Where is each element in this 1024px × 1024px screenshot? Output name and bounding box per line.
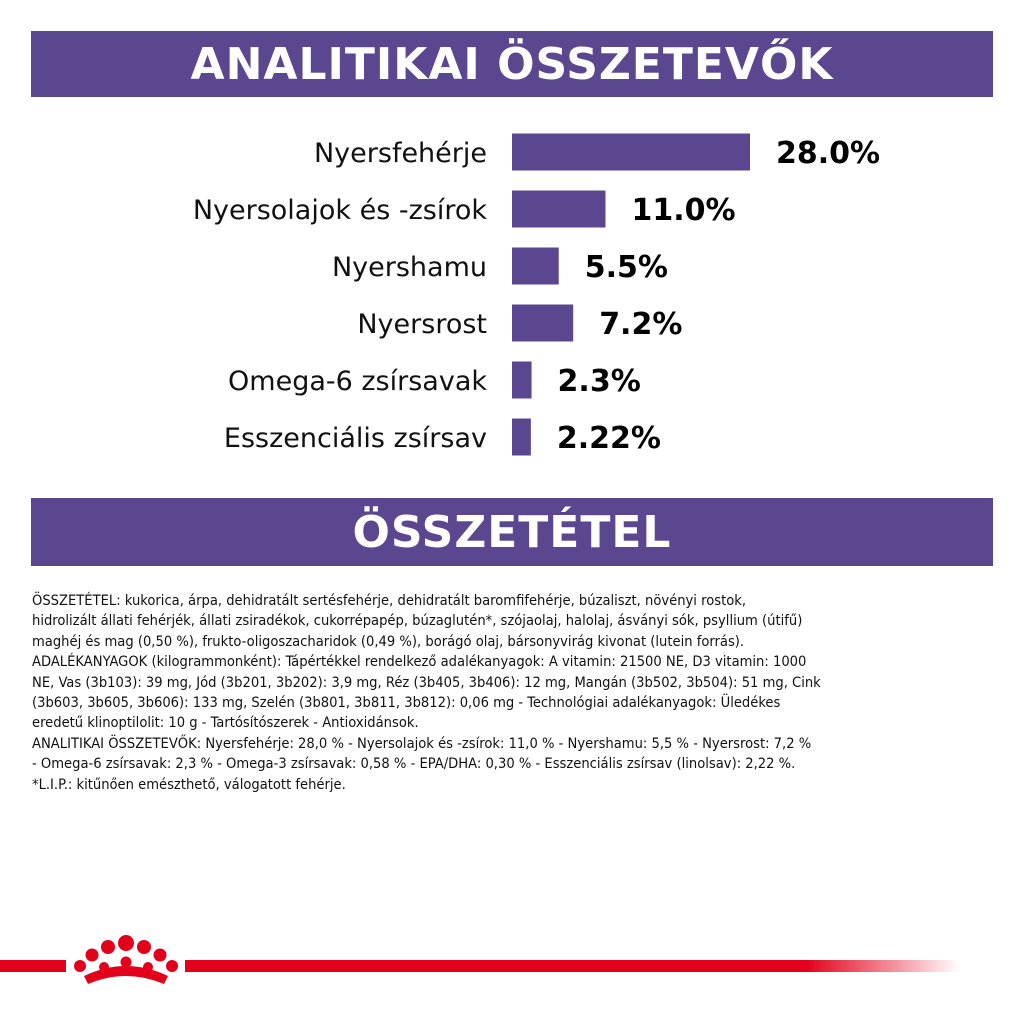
composition-line: *L.I.P.: kitűnően emészthető, válogatott fehérje.: [32, 775, 346, 793]
category-label-nyersolajok-es-zsirok: Nyersolajok és -zsírok: [192, 195, 487, 226]
value-label-nyersrost: 7.2%: [599, 307, 683, 342]
composition-line: eredetű klinoptilolit: 10 g - Tartósítószerek - Antioxidánsok.: [32, 714, 419, 732]
bar-esszencialis-zsirsav: [512, 419, 531, 456]
category-label-omega-6-zsirsavak: Omega-6 zsírsavak: [228, 366, 487, 397]
bar-nyersrost: [512, 305, 573, 342]
value-label-nyersolajok-es-zsirok: 11.0%: [631, 193, 736, 228]
value-label-nyersfeherje: 28.0%: [776, 136, 881, 171]
analytical-components-banner: [31, 31, 993, 97]
value-label-nyershamu: 5.5%: [584, 250, 668, 285]
footer-stripe-right: [185, 960, 960, 972]
category-label-nyersfeherje: Nyersfehérje: [313, 138, 487, 169]
composition-line: NE, Vas (3b103): 39 mg, Jód (3b201, 3b202): 3,9 mg, Réz (3b405, 3b406): 12 mg, Mangán (3b502, 3b504): 51 mg, Cink: [32, 673, 821, 691]
composition-line: (3b603, 3b605, 3b606): 133 mg, Szelén (3b801, 3b811, 3b812): 0,06 mg - Technológiai adalékanyagok: Üledékes: [32, 694, 781, 712]
value-label-esszencialis-zsirsav: 2.22%: [556, 421, 661, 456]
composition-banner: [31, 498, 993, 566]
category-label-esszencialis-zsirsav: Esszenciális zsírsav: [223, 423, 487, 454]
analytical-components-title: ANALITIKAI ÖSSZETEVŐK: [190, 38, 834, 90]
composition-text: [32, 591, 994, 795]
bar-nyersfeherje: [512, 134, 750, 171]
composition-line: maghéj és mag (0,50 %), frukto-oligoszacharidok (0,49 %), borágó olaj, bársonyvirág kivonat (lutein forrás).: [32, 632, 745, 650]
brand-footer: [0, 930, 1024, 990]
bar-nyersolajok-es-zsirok: [512, 191, 606, 228]
value-label-omega-6-zsirsavak: 2.3%: [557, 364, 641, 399]
nutrient-bar-chart: [0, 120, 1024, 480]
crown-icon: [74, 935, 178, 984]
composition-line: hidrolizált állati fehérjék, állati zsiradékok, cukorrépapép, búzaglutén*, szójaolaj, halolaj, ásványi sók, psyllium (útifű): [32, 612, 803, 630]
composition-line: ADALÉKANYAGOK (kilogrammonként): Tápértékkel rendelkező adalékanyagok: A vitamin: 21500 NE, D3 vitamin: 1000: [32, 653, 807, 671]
composition-line: ANALITIKAI ÖSSZETEVŐK: Nyersfehérje: 28,0 % - Nyersolajok és -zsírok: 11,0 % - Nyershamu: 5,5 % - Nyersrost: 7,2 %: [32, 734, 812, 752]
category-label-nyersrost: Nyersrost: [357, 309, 487, 340]
composition-line: - Omega-6 zsírsavak: 2,3 % - Omega-3 zsírsavak: 0,58 % - EPA/DHA: 0,30 % - Esszenciális zsírsav (linolsav): 2,22 %.: [32, 755, 796, 773]
footer-stripe-left: [0, 960, 66, 972]
category-label-nyershamu: Nyershamu: [331, 252, 487, 283]
bar-nyershamu: [512, 248, 559, 285]
composition-line: ÖSSZETÉTEL: kukorica, árpa, dehidratált sertésfehérje, dehidratált baromfifehérje, búzaliszt, növényi rostok,: [32, 592, 747, 609]
bar-omega-6-zsirsavak: [512, 362, 532, 399]
composition-title: ÖSSZETÉTEL: [352, 506, 672, 558]
